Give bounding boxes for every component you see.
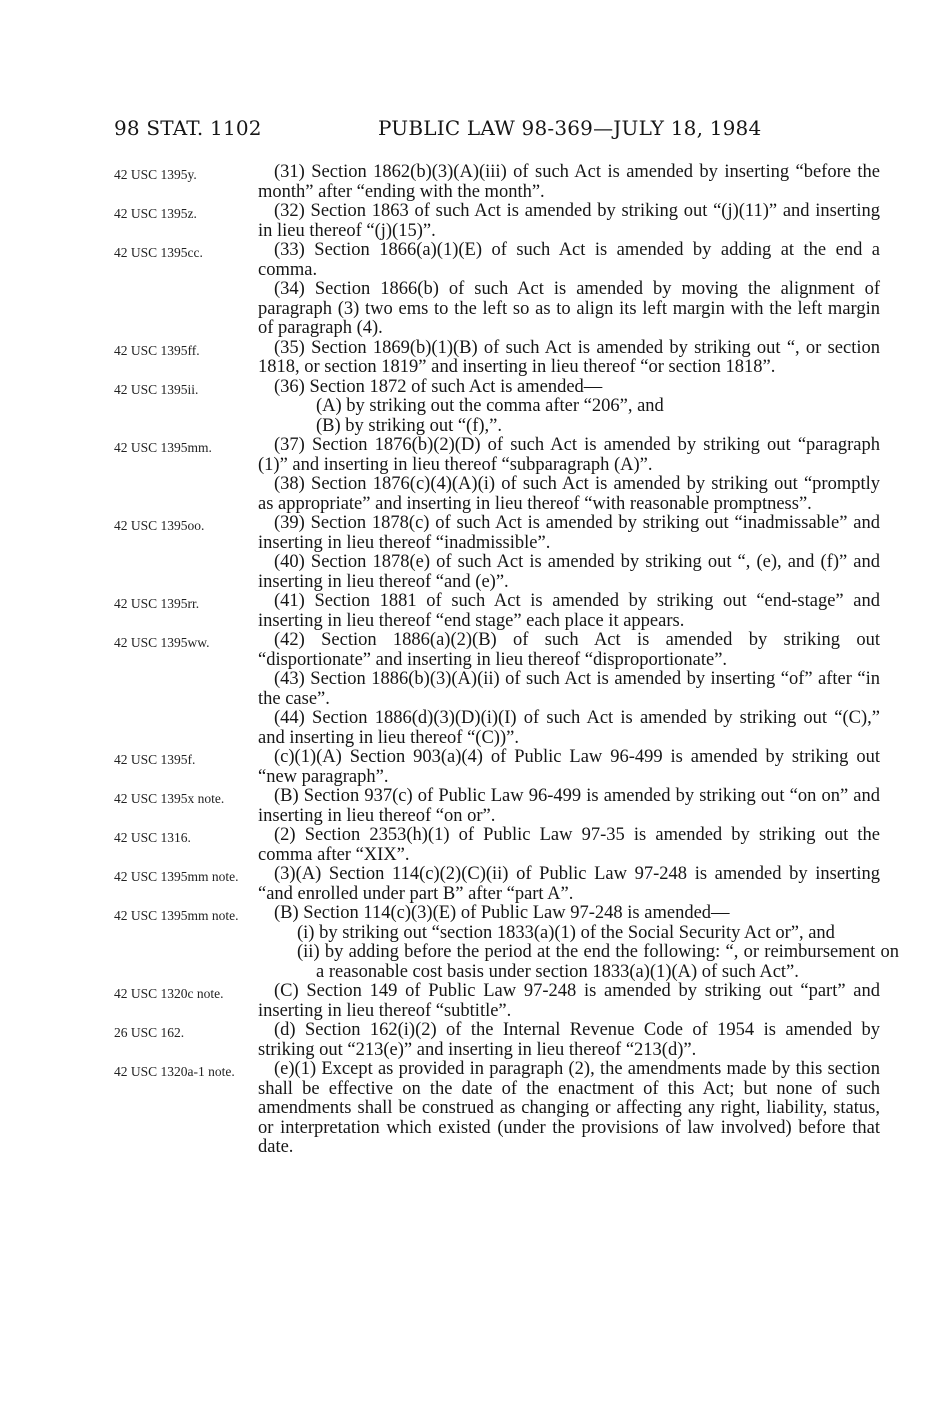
statute-paragraph <box>0 924 943 944</box>
margin-citation-note: 26 USC 162. <box>114 1025 185 1040</box>
paragraph-text: (B) by striking out “(f),”. <box>316 415 502 436</box>
margin-citation-note: 42 USC 1395mm. <box>114 440 212 455</box>
statute-paragraph <box>0 826 943 865</box>
document-body <box>0 163 943 1158</box>
stat-page-reference: 98 STAT. 1102 <box>114 116 262 140</box>
statute-paragraph <box>0 631 943 670</box>
statute-paragraph <box>0 202 943 241</box>
statute-paragraph <box>0 339 943 378</box>
statute-paragraph <box>0 514 943 553</box>
paragraph-text: (35) Section 1869(b)(1)(B) of such Act is amended by striking out “, or section 1818, or section 1819” and inserting in lieu thereof “or section 1818”. <box>258 337 880 377</box>
paragraph-text: (44) Section 1886(d)(3)(D)(i)(I) of such Act is amended by striking out “(C),” and inserting in lieu thereof “(C))”. <box>258 708 880 748</box>
margin-citation-note: 42 USC 1395ww. <box>114 635 210 650</box>
margin-citation-note: 42 USC 1395x note. <box>114 791 225 806</box>
statute-paragraph <box>0 553 943 592</box>
margin-citation-note: 42 USC 1395mm note. <box>114 908 239 923</box>
paragraph-text: (37) Section 1876(b)(2)(D) of such Act is amended by striking out “paragraph (1)” and inserting in lieu thereof “subparagraph (A)”. <box>258 435 880 475</box>
paragraph-text: (A) by striking out the comma after “206”, and <box>316 396 664 416</box>
statute-paragraph <box>0 982 943 1021</box>
paragraph-text: (33) Section 1866(a)(1)(E) of such Act is amended by adding at the end a comma. <box>258 240 880 280</box>
margin-citation-note: 42 USC 1320a-1 note. <box>114 1064 235 1079</box>
statute-paragraph <box>0 709 943 748</box>
statute-paragraph <box>0 1060 943 1158</box>
paragraph-text: (34) Section 1866(b) of such Act is amended by moving the alignment of paragraph (3) two ems to the left so as to align its left margin with the left margin of paragraph (4). <box>258 279 880 338</box>
paragraph-text: (41) Section 1881 of such Act is amended by striking out “end-stage” and inserting in lieu thereof “end stage” each place it appears. <box>258 591 880 631</box>
paragraph-text: (B) Section 114(c)(3)(E) of Public Law 97-248 is amended— <box>274 903 730 923</box>
statute-paragraph <box>0 592 943 631</box>
margin-citation-note: 42 USC 1395oo. <box>114 518 205 533</box>
paragraph-text: (31) Section 1862(b)(3)(A)(iii) of such Act is amended by inserting “before the month” after “ending with the month”. <box>258 162 880 202</box>
margin-citation-note: 42 USC 1395cc. <box>114 245 203 260</box>
paragraph-text: (40) Section 1878(e) of such Act is amended by striking out “, (e), and (f)” and inserting in lieu thereof “and (e)”. <box>258 552 880 592</box>
statute-paragraph <box>0 670 943 709</box>
margin-citation-note: 42 USC 1316. <box>114 830 191 845</box>
running-title: PUBLIC LAW 98-369—JULY 18, 1984 <box>378 116 762 140</box>
paragraph-text: (d) Section 162(i)(2) of the Internal Revenue Code of 1954 is amended by striking out “213(e)” and inserting in lieu thereof “213(d)”. <box>258 1020 880 1060</box>
paragraph-text: (i) by striking out “section 1833(a)(1) of the Social Security Act or”, and <box>297 922 835 943</box>
statute-paragraph <box>0 397 943 417</box>
statute-paragraph <box>0 943 943 982</box>
statute-paragraph <box>0 1021 943 1060</box>
paragraph-text: (B) Section 937(c) of Public Law 96-499 is amended by striking out “on on” and inserting in lieu thereof “on or”. <box>258 786 880 826</box>
statute-paragraph <box>0 787 943 826</box>
paragraph-text: (36) Section 1872 of such Act is amended— <box>274 376 603 397</box>
page-header <box>114 116 874 142</box>
margin-citation-note: 42 USC 1395ff. <box>114 342 200 358</box>
margin-citation-note: 42 USC 1395ii. <box>114 381 199 397</box>
paragraph-text: (39) Section 1878(c) of such Act is amended by striking out “inadmissable” and inserting in lieu thereof “inadmissible”. <box>258 513 880 553</box>
statute-paragraph <box>0 378 943 398</box>
statute-paragraph <box>0 748 943 787</box>
statute-paragraph <box>0 865 943 904</box>
margin-citation-note: 42 USC 1395y. <box>114 167 197 182</box>
margin-citation-note: 42 USC 1395mm note. <box>114 869 239 884</box>
statute-paragraph <box>0 163 943 202</box>
margin-citation-note: 42 USC 1395f. <box>114 752 196 767</box>
margin-citation-note: 42 USC 1320c note. <box>114 986 224 1001</box>
paragraph-text: (C) Section 149 of Public Law 97-248 is amended by striking out “part” and inserting in lieu thereof “subtitle”. <box>258 981 880 1021</box>
statute-paragraph <box>0 241 943 280</box>
statute-paragraph <box>0 904 943 924</box>
statute-paragraph <box>0 417 943 437</box>
paragraph-text: (c)(1)(A) Section 903(a)(4) of Public Law 96-499 is amended by striking out “new paragraph”. <box>258 747 880 787</box>
paragraph-text: (42) Section 1886(a)(2)(B) of such Act is amended by striking out “disportionate” and inserting in lieu thereof “disproportionate”. <box>258 630 880 670</box>
paragraph-text: (2) Section 2353(h)(1) of Public Law 97-35 is amended by striking out the comma after “XIX”. <box>258 825 880 865</box>
statute-paragraph <box>0 475 943 514</box>
paragraph-text: (e)(1) Except as provided in paragraph (2), the amendments made by this section shall be effective on the date of the enactment of this Act; but none of such amendments shall be construed as changing or affecting any right, liability, status, or interpretation which existed (under the provisions of law involved) before that date. <box>258 1059 880 1157</box>
paragraph-text: (ii) by adding before the period at the end the following: “, or reimbursement on a reasonable cost basis under section 1833(a)(1)(A) of such Act”. <box>297 942 899 982</box>
statute-paragraph <box>0 436 943 475</box>
margin-citation-note: 42 USC 1395rr. <box>114 596 200 611</box>
paragraph-text: (3)(A) Section 114(c)(2)(C)(ii) of Public Law 97-248 is amended by inserting “and enrolled under part B” after “part A”. <box>258 864 880 904</box>
margin-citation-note: 42 USC 1395z. <box>114 206 197 221</box>
paragraph-text: (43) Section 1886(b)(3)(A)(ii) of such Act is amended by inserting “of” after “in the case”. <box>258 669 880 709</box>
statute-paragraph <box>0 280 943 339</box>
paragraph-text: (32) Section 1863 of such Act is amended by striking out “(j)(11)” and inserting in lieu thereof “(j)(15)”. <box>258 201 880 241</box>
paragraph-text: (38) Section 1876(c)(4)(A)(i) of such Act is amended by striking out “promptly as appropriate” and inserting in lieu thereof “with reasonable promptness”. <box>258 474 880 514</box>
